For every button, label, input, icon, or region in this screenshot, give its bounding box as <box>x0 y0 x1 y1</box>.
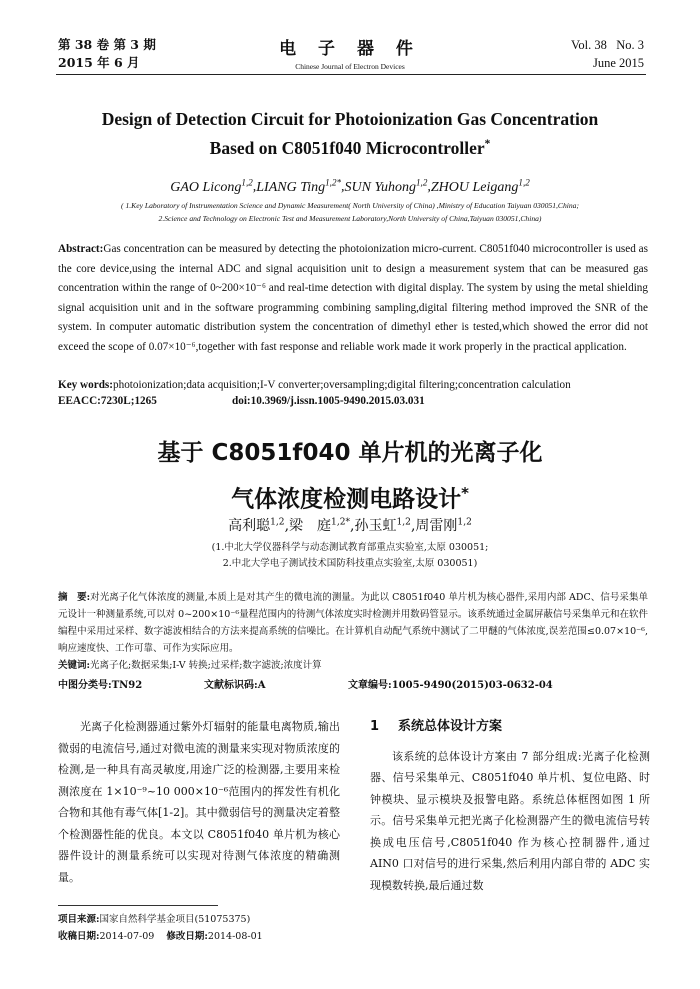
dates-note: 收稿日期:2014-07-09 修改日期:2014-08-01 <box>58 931 263 942</box>
section-number: 1 <box>370 719 380 734</box>
author-en: ZHOU Leigang$^{1,2}$ <box>430 177 530 195</box>
volume-issue: 第 38 卷 第 3 期 <box>58 37 156 52</box>
section-1 <box>370 716 650 896</box>
volume-issue-en: Vol. 38 No. 3 <box>570 38 644 52</box>
author-cn: 高利聪$^{1,2}$ <box>228 517 285 534</box>
clc-number: 中图分类号:TN92 <box>58 680 143 691</box>
affiliations-en <box>40 199 660 225</box>
affiliations-cn <box>60 540 640 572</box>
keywords-cn-label: 关键词: <box>58 660 91 671</box>
eeacc-value: 7230L;1265 <box>100 395 157 407</box>
title-cn-footnote-mark: * <box>461 484 469 502</box>
author-cn: 周雷刚$^{1,2}$ <box>415 517 472 534</box>
journal-volume-info-en <box>571 36 644 72</box>
abstract-cn-label: 摘 要: <box>58 592 91 603</box>
article-number: 文章编号:1005-9490(2015)03-0632-04 <box>348 680 553 691</box>
paper-title-en <box>60 107 640 161</box>
author-cn: 梁 庭$^{1,2*}$ <box>289 517 351 534</box>
section-1-text: 该系统的总体设计方案由 7 部分组成:光离子化检测器、信号采集单元、C8051f040 单片机、复位电路、时钟模块、显示模块及报警电路。系统总体框图如图 1 所示。信号采集单元把光离子化检测器产生的微电流信号转换成电压信号,C8051f040 作为核心控制器件,通过 AIN0 口对信号的进行采集,然后利用内部自带的 ADC 实现模数转换,最后通过数 <box>370 749 650 892</box>
affiliation-cn-1: (1.中北大学仪器科学与动态测试教育部重点实验室,太原 030051; <box>211 542 489 553</box>
abstract-cn <box>58 589 648 657</box>
section-title: 系统总体设计方案 <box>398 719 503 734</box>
classification-en <box>58 395 648 407</box>
document-code: 文献标识码:A <box>204 680 266 691</box>
footnotes <box>58 911 263 945</box>
authors-en: GAO Licong$^{1,2}$,LIANG Ting$^{1,2*}$,SUN Yuhong$^{1,2}$,ZHOU Leigang$^{1,2}$ <box>170 177 530 195</box>
keywords-cn <box>58 657 648 671</box>
eeacc-label: EEACC: <box>58 395 101 407</box>
keywords-en-text: photoionization;data acquisition;I-V converter;oversampling;digital filtering;concentration calculation <box>113 379 571 391</box>
author-en: LIANG Ting$^{1,2*}$ <box>256 177 342 195</box>
title-en-line2: Based on C8051f040 Microcontroller* <box>209 137 491 158</box>
affiliation-cn-2: 2.中北大学电子测试技术国防科技重点实验室,太原 030051) <box>222 558 478 569</box>
affiliation-en-1: ( 1.Key Laboratory of Instrumentation Science and Dynamic Measurement( North University of China) ,Ministry of Education Taiyuan 030051,China; <box>121 201 579 210</box>
author-en: GAO Licong$^{1,2}$ <box>170 177 253 195</box>
journal-name-en: Chinese Journal of Electron Devices <box>295 62 405 71</box>
journal-name-cn: 电 子 器 件 <box>279 39 421 59</box>
section-heading <box>370 716 650 738</box>
intro-paragraph: 光离子化检测器通过紫外灯辐射的能量电离物质,输出微弱的电流信号,通过对微电流的测量来实现对物质浓度的检测,是一种具有高灵敏度,用途广泛的检测器,主要用来检测浓度在 1×10⁻⁹~10 000×10⁻⁶范围内的挥发性有机化合物和其他有毒气体[1-2]。其中微弱信号的测量决定着整个检测器性能的优良。本文以 C8051f040 单片机为核心器件设计的测量系统可以实现对待测气体浓度的精确测量。 <box>58 720 340 884</box>
header-rule <box>56 74 646 75</box>
abstract-en-text: Gas concentration can be measured by detecting the photoionization micro-current. C8051f040 microcontroller is used as the core device,using the internal ADC and signal acquisition unit to design a measurement system that can be measured gas concentration within the range of 0~200×10⁻⁶ and real-time detection with digital display. The system by using the metal shielding signal acquisition unit and in the software programming combining sampling,digital filtering method improved the SNR of the system. In computer automatic distribution system the concentration of dimethyl ether is tested,which showed the error did not exceed the scope of 0.07×10⁻⁶,together with fast response and reliable work made it work properly in the practical application. <box>58 243 648 353</box>
publication-date-en: June 2015 <box>592 56 644 70</box>
title-footnote-mark: * <box>484 138 491 150</box>
doi: doi:10.3969/j.issn.1005-9490.2015.03.031 <box>232 395 425 407</box>
abstract-en-label: Abstract: <box>58 243 104 255</box>
abstract-en <box>58 240 648 357</box>
author-cn: 孙玉虹$^{1,2}$ <box>354 517 411 534</box>
abstract-cn-text: 对光离子化气体浓度的测量,本质上是对其产生的微电流的测量。为此以 C8051f040 单片机为核心器件,采用内部 ADC、信号采集单元设计一种测量系统,可以对 0~200×10⁻⁶量程范围内的待测气体浓度实时检测并用数码管显示。该系统通过金属屏蔽信号采集单元和在软件编程中采用过采样、数字滤波相结合的方法来提高系统的信噪比。在计算机自动配气系统中测试了二甲醚的气体浓度,误差范围≤0.07×10⁻⁶,响应速度快、工作可靠、可作为实际应用。 <box>58 592 648 654</box>
publication-date-cn: 2015 年 6 月 <box>58 55 140 70</box>
keywords-en-label: Key words: <box>58 379 113 391</box>
keywords-en <box>58 377 648 394</box>
authors-cn: 高利聪$^{1,2}$,梁 庭$^{1,2*}$,孙玉虹$^{1,2}$,周雷刚$^{1,2}$ <box>228 517 472 534</box>
keywords-cn-text: 光离子化;数据采集;I-V 转换;过采样;数字滤波;浓度计算 <box>90 660 322 671</box>
author-en: SUN Yuhong$^{1,2}$ <box>344 177 428 195</box>
title-en-line1: Design of Detection Circuit for Photoionization Gas Concentration <box>101 109 599 129</box>
paper-title-cn <box>60 433 640 520</box>
footnote-rule <box>58 905 218 906</box>
funding-note: 项目来源:国家自然科学基金项目(51075375) <box>58 914 251 925</box>
title-cn-line2: 气体浓度检测电路设计* <box>231 484 469 513</box>
title-cn-line1: 基于 C8051f040 单片机的光离子化 <box>157 440 543 466</box>
affiliation-en-2: 2.Science and Technology on Electronic Test and Measurement Laboratory,North University of China,Taiyuan 030051,China) <box>158 214 542 223</box>
